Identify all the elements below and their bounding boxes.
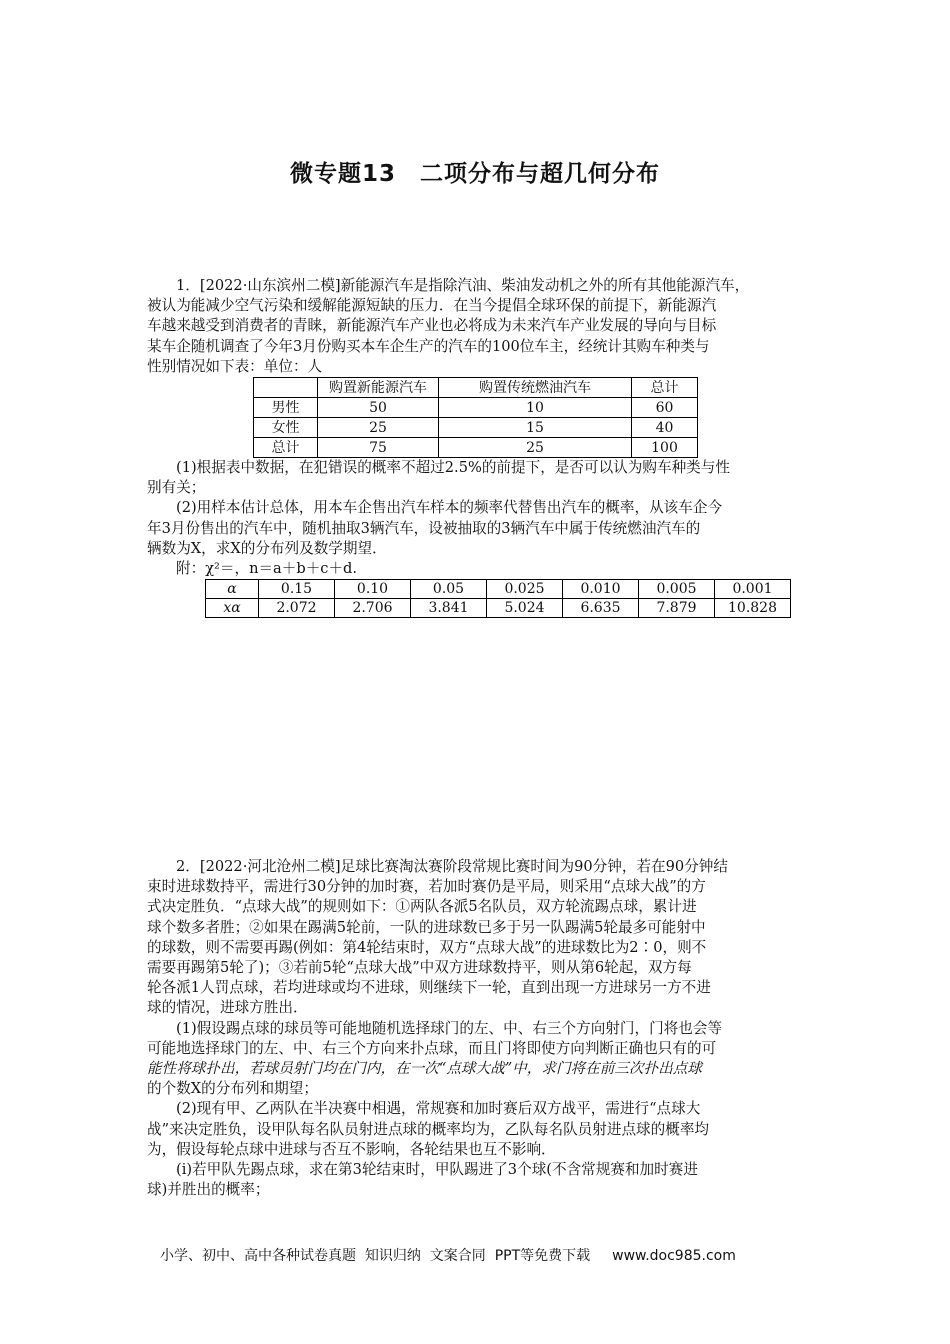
table-cell: 25 — [318, 418, 439, 438]
table-cell: 75 — [318, 438, 439, 458]
q1-part2-line: (2)用样本估计总体，用本车企售出汽车样本的频率代替售出汽车的概率，从该车企今 — [176, 499, 723, 517]
q2-line: 式决定胜负．“点球大战”的规则如下：①两队各派5名队员，双方轮流踢点球，累计进 — [147, 898, 697, 916]
table-header: 总计 — [632, 378, 698, 398]
table-row — [206, 580, 791, 599]
q1-part2-line: 辆数为X，求X的分布列及数学期望． — [147, 539, 387, 557]
table-cell: 10 — [439, 398, 632, 418]
table-cell: 100 — [632, 438, 698, 458]
q1-line: 1．[2022·山东滨州二模]新能源汽车是指除汽油、柴油发动机之外的所有其他能源汽车， — [176, 277, 750, 294]
table-cell: 25 — [439, 438, 632, 458]
table-cell: α — [206, 580, 259, 599]
table-row — [206, 599, 791, 618]
table-cell: 0.005 — [639, 580, 715, 599]
survey-table — [253, 377, 698, 458]
table-cell: 7.879 — [639, 599, 715, 618]
q2-part2i-line: 球)并胜出的概率； — [147, 1181, 270, 1199]
q2-line: 2．[2022·河北沧州二模]足球比赛淘汰赛阶段常规比赛时间为90分钟，若在90分钟结 — [176, 858, 728, 875]
table-cell: 40 — [632, 418, 698, 438]
q1-part1-line: (1)根据表中数据，在犯错误的概率不超过2.5%的前提下，是否可以认为购车种类与性 — [176, 459, 730, 477]
table-cell: 5.024 — [487, 599, 563, 618]
page-title: 微专题13 二项分布与超几何分布 — [289, 161, 660, 187]
q2-part1-line: 的个数X的分布列和期望； — [147, 1080, 318, 1098]
table-cell: 60 — [632, 398, 698, 418]
table-cell: 6.635 — [563, 599, 639, 618]
table-cell: 3.841 — [411, 599, 487, 618]
q2-part2-line: (2)现有甲、乙两队在半决赛中相遇，常规赛和加时赛后双方战平，需进行“点球大 — [176, 1100, 701, 1118]
q2-part1-line: (1)假设踢点球的球员等可能地随机选择球门的左、中、右三个方向射门，门将也会等 — [176, 1019, 723, 1037]
question-1 — [147, 276, 807, 618]
table-cell: 总计 — [254, 438, 318, 458]
table-cell: 女性 — [254, 418, 318, 438]
q2-line: 的球数，则不需要再踢(例如：第4轮结束时，双方“点球大战”的进球数比为2∶0，则不 — [147, 938, 707, 956]
table-cell: 0.025 — [487, 580, 563, 599]
table-cell: 50 — [318, 398, 439, 418]
table-cell: 0.10 — [335, 580, 411, 599]
q2-part2i-line: (ⅰ)若甲队先踢点球，求在第3轮结束时，甲队踢进了3个球(不含常规赛和加时赛进 — [176, 1161, 698, 1179]
table-row — [254, 418, 698, 438]
q2-part2-line: 为，假设每轮点球中进球与否互不影响，各轮结果也互不影响． — [147, 1140, 556, 1158]
table-header: 购置新能源汽车 — [318, 378, 439, 398]
table-cell: 0.05 — [411, 580, 487, 599]
q2-part1-line: 可能地选择球门的左、中、右三个方向来扑点球，而且门将即使方向判断正确也只有的可 — [147, 1039, 717, 1057]
table-header: 购置传统燃油汽车 — [439, 378, 632, 398]
q1-appendix: 附：χ²＝，n＝a＋b＋c＋d. — [176, 560, 358, 578]
footer — [160, 1245, 800, 1265]
table-row — [254, 398, 698, 418]
table-cell: 2.706 — [335, 599, 411, 618]
question-2 — [147, 857, 807, 1200]
table-cell: 2.072 — [259, 599, 335, 618]
q1-line: 某车企随机调查了今年3月份购买本车企生产的汽车的100位车主，经统计其购车种类与 — [147, 337, 710, 355]
table-row — [254, 438, 698, 458]
table-cell: xα — [206, 599, 259, 618]
q1-part2-line: 年3月份售出的汽车中，随机抽取3辆汽车，设被抽取的3辆汽车中属于传统燃油汽车的 — [147, 519, 701, 537]
q2-part2-line: 战”来决定胜负，设甲队每名队员射进点球的概率均为，乙队每名队员射进点球的概率均 — [147, 1120, 710, 1138]
table-cell: 0.15 — [259, 580, 335, 599]
q2-line: 束时进球数持平，需进行30分钟的加时赛，若加时赛仍是平局，则采用“点球大战”的方 — [147, 878, 706, 896]
table-cell: 0.010 — [563, 580, 639, 599]
q2-part1-line: 能性将球扑出，若球员射门均在门内，在一次“点球大战”中，求门将在前三次扑出点球 — [147, 1060, 702, 1078]
q2-line: 轮各派1人罚点球，若均进球或均不进球，则继续下一轮，直到出现一方进球另一方不进 — [147, 979, 711, 997]
q2-line: 球个数多者胜；②如果在踢满5轮前，一队的进球数已多于另一队踢满5轮最多可能射中 — [147, 918, 706, 936]
table-cell: 0.001 — [715, 580, 791, 599]
q1-line: 被认为能减少空气污染和缓解能源短缺的压力．在当今提倡全球环保的前提下，新能源汽 — [147, 297, 717, 315]
critical-value-table — [205, 579, 791, 618]
q1-line: 车越来越受到消费者的青睐，新能源汽车产业也必将成为未来汽车产业发展的导向与目标 — [147, 317, 717, 335]
footer-text: 小学、初中、高中各种试卷真题 知识归纳 文案合同 PPT等免费下载 — [160, 1248, 591, 1264]
q1-line: 性别情况如下表：单位：人 — [147, 357, 323, 375]
q1-part1-line: 别有关； — [147, 479, 206, 497]
footer-url[interactable]: www.doc985.com — [612, 1248, 736, 1264]
q2-line: 球的情况，进球方胜出． — [147, 999, 308, 1017]
table-row — [254, 378, 698, 398]
table-cell — [254, 378, 318, 398]
table-cell: 15 — [439, 418, 632, 438]
table-cell: 男性 — [254, 398, 318, 418]
q2-line: 需要再踢第5轮了)；③若前5轮“点球大战”中双方进球数持平，则从第6轮起，双方每 — [147, 959, 692, 977]
table-cell: 10.828 — [715, 599, 791, 618]
